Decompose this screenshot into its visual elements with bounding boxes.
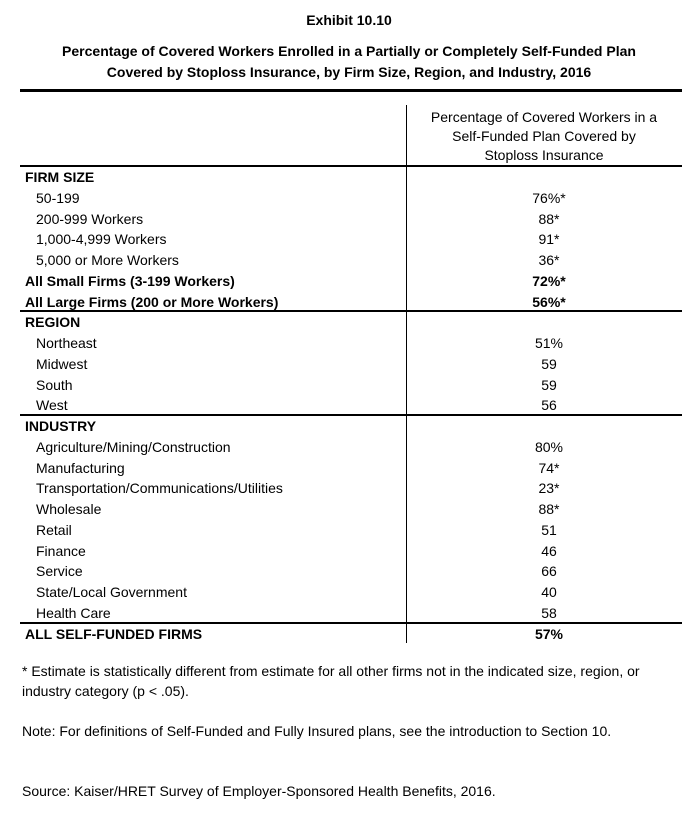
column-header-line-2: Self-Funded Plan Covered by — [452, 128, 636, 144]
row-label: All Large Firms (200 or More Workers) — [25, 293, 279, 310]
table-row — [20, 561, 682, 582]
row-label: Midwest — [36, 355, 88, 372]
table-row — [20, 478, 682, 499]
row-label: Northeast — [36, 335, 97, 351]
row-value: 72%* — [532, 272, 566, 289]
row-value: 58 — [541, 604, 557, 621]
row-label: 200-999 Workers — [36, 210, 144, 227]
section-row — [20, 416, 682, 437]
table-row — [20, 375, 682, 396]
row-label: FIRM SIZE — [25, 169, 95, 185]
table-row — [20, 499, 682, 520]
column-header-line-3: Stoploss Insurance — [484, 147, 604, 163]
column-header-line-1: Percentage of Covered Workers in a — [430, 109, 658, 125]
row-label: 5,000 or More Workers — [36, 252, 179, 268]
row-label: Transportation/Communications/Utilities — [36, 480, 283, 497]
table-row — [20, 582, 682, 603]
row-value: 74* — [538, 459, 560, 476]
row-value: 36* — [538, 252, 560, 268]
row-value: 59 — [541, 355, 557, 372]
row-label: West — [36, 397, 68, 414]
table-row — [20, 250, 682, 271]
row-value: 88* — [538, 210, 560, 227]
column-header — [410, 108, 678, 165]
row-label: 50-199 — [36, 189, 80, 206]
definitions-note: Note: For definitions of Self-Funded and Fully Insured plans, see the introduction to Section 10. — [22, 723, 612, 739]
page-title — [10, 41, 688, 83]
table-row — [20, 188, 682, 209]
row-value: 46 — [541, 542, 557, 559]
row-label: South — [36, 376, 73, 393]
row-label: REGION — [25, 314, 81, 331]
table-row — [20, 541, 682, 562]
table-row — [20, 271, 682, 292]
title-line-2: Covered by Stoploss Insurance, by Firm Size, Region, and Industry, 2016 — [106, 64, 592, 80]
row-value: 51% — [534, 335, 564, 351]
source-note: Source: Kaiser/HRET Survey of Employer-Sponsored Health Benefits, 2016. — [22, 783, 496, 799]
row-label: 1,000-4,999 Workers — [36, 231, 167, 248]
row-label: Manufacturing — [36, 459, 125, 476]
row-value: 57% — [534, 625, 564, 642]
exhibit-label: Exhibit 10.10 — [306, 12, 392, 28]
row-value: 23* — [538, 480, 560, 497]
table-row — [20, 229, 682, 250]
row-label: Service — [36, 563, 83, 580]
row-value: 88* — [538, 501, 560, 517]
row-label: ALL SELF-FUNDED FIRMS — [25, 625, 203, 642]
row-value: 76%* — [532, 189, 566, 206]
row-label: State/Local Government — [36, 584, 187, 600]
top-rule — [20, 89, 682, 92]
row-value: 40 — [541, 584, 557, 600]
table-row — [20, 520, 682, 541]
footnote: * Estimate is statistically different from estimate for all other firms not in the indicated size, region, or industry category (p < .05). — [22, 663, 640, 699]
table-row — [20, 354, 682, 375]
table-row — [20, 458, 682, 479]
row-label: Health Care — [36, 604, 111, 621]
row-label: INDUSTRY — [25, 418, 97, 434]
table-row — [20, 209, 682, 230]
section-row — [20, 167, 682, 188]
section-row — [20, 312, 682, 333]
row-value: 51 — [541, 521, 557, 538]
row-label: Retail — [36, 521, 72, 538]
table-row — [20, 333, 682, 354]
row-label: All Small Firms (3-199 Workers) — [25, 272, 235, 289]
row-value: 80% — [534, 438, 564, 455]
row-value: 91* — [538, 231, 560, 248]
row-label: Agriculture/Mining/Construction — [36, 438, 231, 455]
section-row — [20, 624, 682, 645]
row-value: 56 — [541, 397, 557, 414]
title-line-1: Percentage of Covered Workers Enrolled in a Partially or Completely Self-Funded Plan — [62, 43, 636, 59]
row-value: 59 — [541, 376, 557, 393]
row-value: 66 — [541, 563, 557, 580]
row-value: 56%* — [532, 293, 566, 310]
table-row — [20, 437, 682, 458]
row-label: Finance — [36, 542, 86, 559]
row-label: Wholesale — [36, 501, 102, 517]
